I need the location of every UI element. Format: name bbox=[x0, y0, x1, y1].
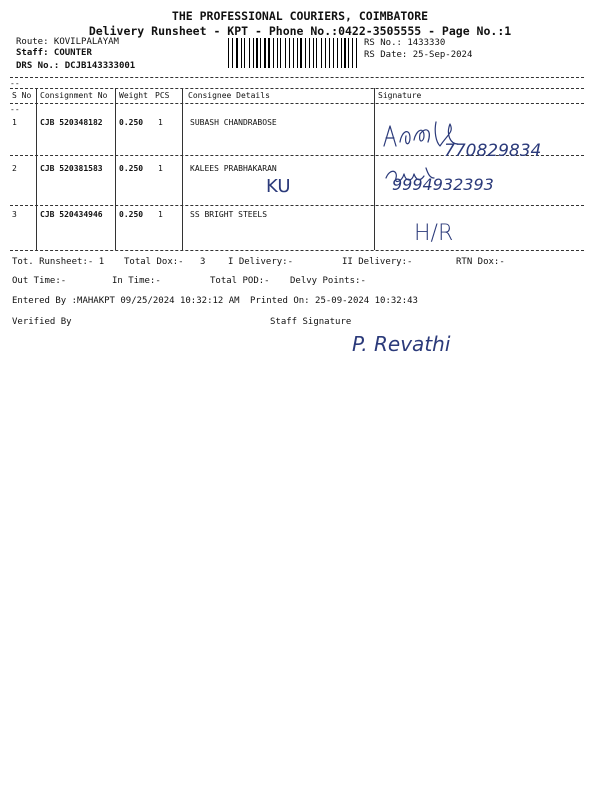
svg-text:P. Revathi: P. Revathi bbox=[352, 332, 451, 356]
row-weight: 0.250 bbox=[119, 164, 144, 173]
col-pcs: PCS bbox=[155, 91, 170, 100]
row-consignment: CJB 520381583 bbox=[40, 164, 103, 173]
barcode bbox=[228, 38, 358, 68]
tot-runsheet: Tot. Runsheet:- 1 bbox=[12, 257, 105, 267]
col-consignment: Consignment No bbox=[40, 91, 108, 100]
entered-by: Entered By :MAHAKPT 09/25/2024 10:32:12 AM bbox=[12, 296, 240, 306]
row-sno: 3 bbox=[12, 210, 17, 219]
col-consignee: Consignee Details bbox=[188, 91, 270, 100]
signature-number-2 bbox=[388, 170, 558, 198]
company-title: THE PROFESSIONAL COURIERS, COIMBATORE bbox=[171, 9, 429, 23]
divider bbox=[10, 250, 584, 251]
row-consignee: SS BRIGHT STEELS bbox=[190, 210, 268, 219]
rs-number: RS No.: 1433330 bbox=[364, 38, 446, 48]
divider bbox=[10, 103, 584, 104]
svg-text:KU: KU bbox=[266, 176, 291, 197]
col-signature: Signature bbox=[378, 91, 422, 100]
staff-signature-label: Staff Signature bbox=[270, 317, 352, 327]
delvy-points: Delvy Points:- bbox=[290, 276, 366, 286]
in-time: In Time:- bbox=[112, 276, 161, 286]
row-pcs: 1 bbox=[158, 164, 163, 173]
column-line bbox=[182, 88, 183, 250]
row-consignee: SUBASH CHANDRABOSE bbox=[190, 118, 277, 127]
i-delivery: I Delivery:- bbox=[228, 257, 294, 267]
row-pcs: 1 bbox=[158, 118, 163, 127]
divider bbox=[10, 77, 584, 78]
row-sno: 1 bbox=[12, 118, 17, 127]
col-sno: S No bbox=[12, 91, 32, 100]
column-line bbox=[36, 88, 37, 250]
col-weight: Weight bbox=[119, 91, 148, 100]
svg-text:9994932393: 9994932393 bbox=[392, 175, 494, 194]
handwritten-note-ku bbox=[262, 172, 312, 198]
divider bbox=[10, 205, 584, 206]
staff-signature bbox=[350, 325, 480, 361]
total-dox-value: 3 bbox=[200, 257, 206, 267]
signature-number-1 bbox=[440, 138, 580, 162]
out-time: Out Time:- bbox=[12, 276, 67, 286]
rs-date: RS Date: 25-Sep-2024 bbox=[364, 50, 473, 60]
verified-by: Verified By bbox=[12, 317, 72, 327]
svg-text:H/R: H/R bbox=[414, 221, 454, 246]
runsheet-subtitle: Delivery Runsheet - KPT - Phone No.:0422-3505555 - Page No.:1 bbox=[88, 24, 512, 38]
printed-on: Printed On: 25-09-2024 10:32:43 bbox=[250, 296, 418, 306]
row-weight: 0.250 bbox=[119, 118, 144, 127]
staff-label: Staff: COUNTER bbox=[16, 48, 92, 58]
column-line bbox=[374, 88, 375, 250]
row-mark: -- bbox=[10, 105, 20, 114]
rtn-dox: RTN Dox:- bbox=[456, 257, 505, 267]
drs-number: DRS No.: DCJB143333001 bbox=[16, 61, 136, 71]
row-sno: 2 bbox=[12, 164, 17, 173]
row-weight: 0.250 bbox=[119, 210, 144, 219]
row-consignment: CJB 520434946 bbox=[40, 210, 103, 219]
column-line bbox=[115, 88, 116, 250]
signature-hr bbox=[412, 216, 472, 248]
svg-text:770829834: 770829834 bbox=[444, 141, 542, 161]
ii-delivery: II Delivery:- bbox=[342, 257, 413, 267]
total-pod: Total POD:- bbox=[210, 276, 270, 286]
leading-marks: -- bbox=[10, 79, 20, 88]
row-consignment: CJB 520348182 bbox=[40, 118, 103, 127]
row-consignee: KALEES PRABHAKARAN bbox=[190, 164, 277, 173]
divider bbox=[10, 88, 584, 89]
route-label: Route: KOVILPALAYAM bbox=[16, 37, 119, 47]
total-dox: Total Dox:- bbox=[124, 257, 184, 267]
row-pcs: 1 bbox=[158, 210, 163, 219]
